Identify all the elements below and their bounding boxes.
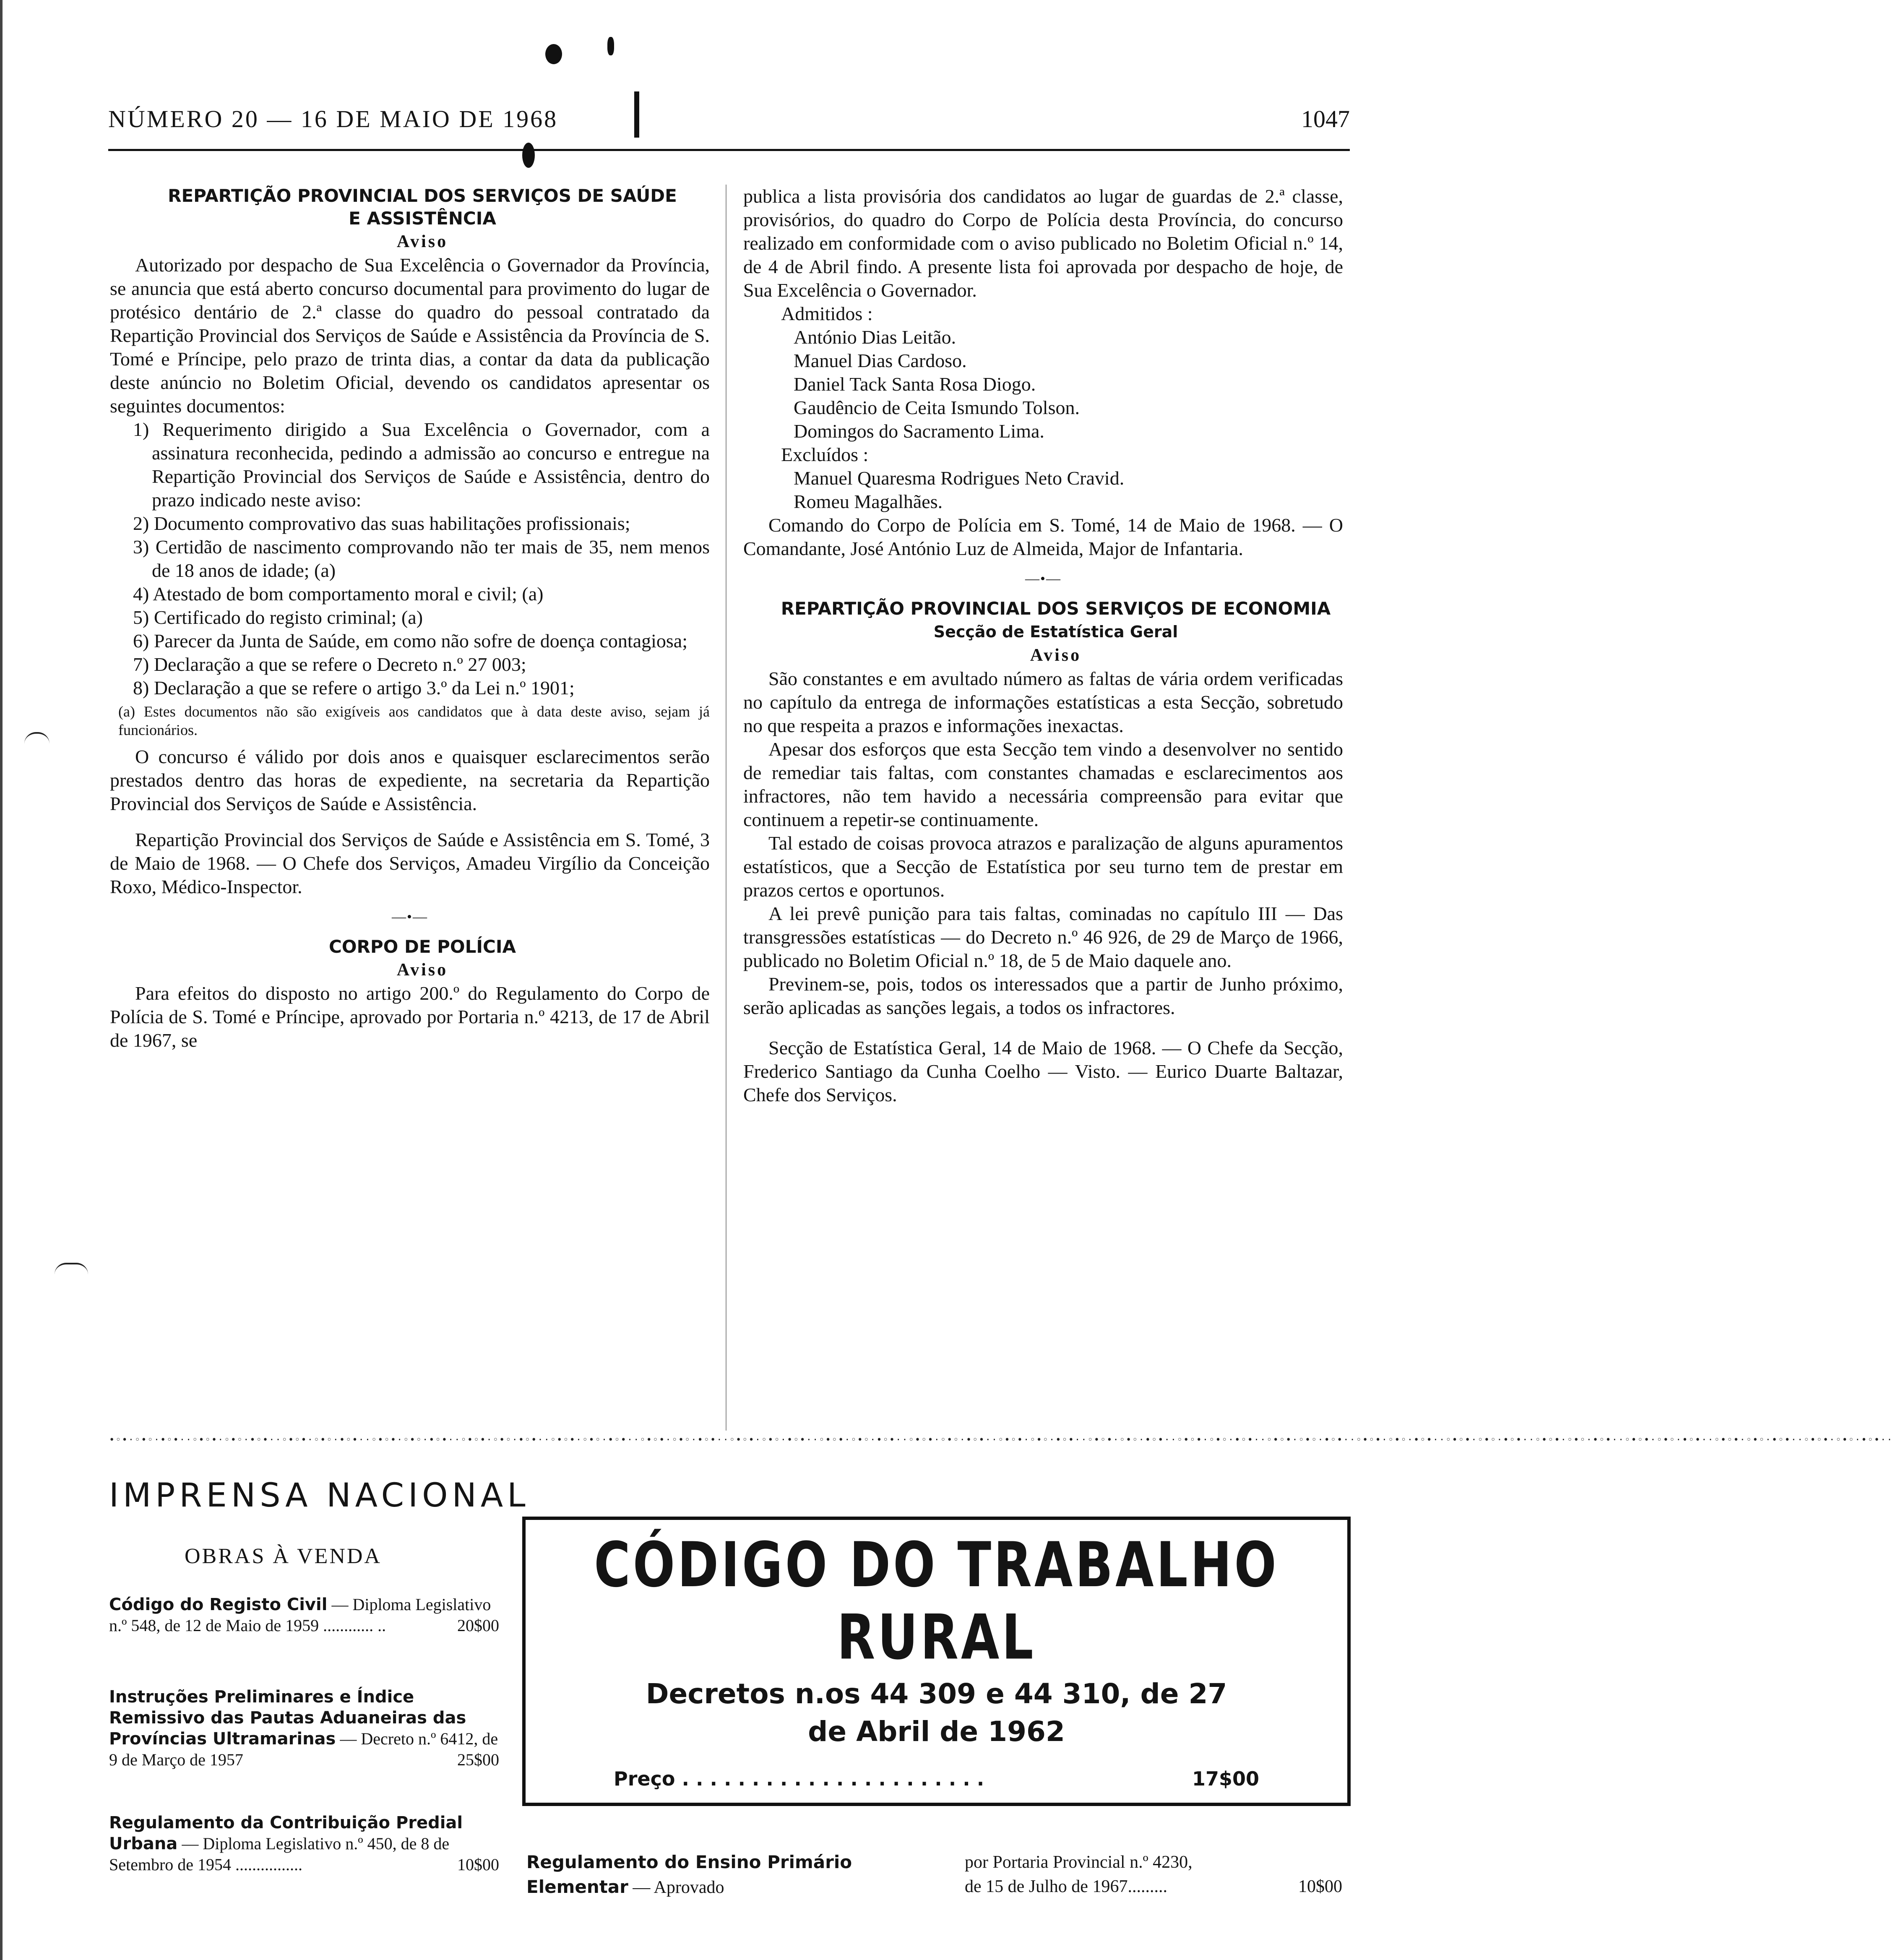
separator: —•— [392,909,428,925]
list-item: António Dias Leitão. [794,326,956,348]
aviso-heading: Aviso [396,232,448,251]
page-edge [0,0,3,1960]
book-description: — Diploma Legislativo n.º 450, de 8 de Setembro de 1954 ................ [109,1834,450,1874]
book-entry [109,1594,499,1636]
book-price: 20$00 [457,1616,499,1635]
ornamental-rule: •◦•·◦•◦·•◦•··◦•◦•·◦•◦·•◦•··◦•◦•·◦•◦·•◦•··◦•◦•·◦•◦·•◦•··◦•◦•·◦•◦·•◦•··◦•◦•·◦•◦·•◦•··◦•◦•·◦•◦·•◦•··◦•◦•·◦•◦·•◦•··◦•◦•·◦•◦·•◦•··◦•◦•·◦•◦·•◦•··◦•◦•·◦•◦·•◦•··◦•◦•·◦•◦·•◦•··◦•◦•·◦•◦·•◦•··◦•◦•·◦•◦·•◦•··◦•◦•·◦•◦·•◦•··◦•◦•·◦•◦·•◦•··◦•◦•·◦•◦·•◦•··◦•◦•·◦•◦·•◦•··◦•◦•·◦•◦·•◦•··◦•◦•·◦•◦·•◦•·· [109,1435,1893,1445]
saude-signature: Repartição Provincial dos Serviços de Saúde e Assistência em S. Tomé, 3 de Maio de 1968. — O Chefe dos Serviços, Amadeu Virgílio da Conceição Roxo, Médico-Inspector. [110,829,710,897]
codigo-trabalho-rural-ad [522,1517,1351,1806]
ad-price-label: Preço . . . . . . . . . . . . . . . . . . . . . . [614,1767,984,1790]
ensino-continuation-line: por Portaria Provincial n.º 4230, [965,1853,1193,1872]
ad-price-line [614,1767,1259,1790]
issue-header: NÚMERO 20 — 16 DE MAIO DE 1968 [108,105,558,133]
ink-blot [545,44,562,64]
ad-subtitle-line: de Abril de 1962 [808,1715,1065,1748]
imprensa-nacional-heading: IMPRENSA NACIONAL [109,1477,530,1514]
excluidos-label: Excluídos : [781,444,869,465]
saude-intro: Autorizado por despacho de Sua Excelência o Governador da Província, se anuncia que está aberto concurso documental para provimento do lugar de protésico dentário de 2.ª classe do quadro do pessoal contratado da Repartição Provincial dos Serviços de Saúde e Assistência da Província de S. Tomé e Príncipe, pelo prazo de trinta dias, a contar da data da publicação deste anúncio no Boletim Oficial, devendo os candidatos apresentar os seguintes documentos: [110,254,710,417]
obras-heading: OBRAS À VENDA [185,1544,382,1568]
list-item: Daniel Tack Santa Rosa Diogo. [794,373,1036,395]
ensino-price: 10$00 [1298,1877,1342,1896]
policia-title: CORPO DE POLÍCIA [329,936,516,957]
ad-title: CÓDIGO DO TRABALHO RURAL [594,1528,1279,1673]
ad-price: 17$00 [1192,1767,1259,1790]
book-description: — Decreto n.º 6412, de 9 de Março de 1957 [109,1729,498,1769]
right-column [743,185,1343,1107]
list-item: 7) Declaração a que se refere o Decreto n.º 27 003; [133,654,526,675]
left-column [110,185,710,1052]
list-item: 8) Declaração a que se refere o artigo 3.º da Lei n.º 1901; [133,677,575,699]
economia-title: REPARTIÇÃO PROVINCIAL DOS SERVIÇOS DE ECONOMIA [781,598,1331,619]
list-item: Manuel Quaresma Rodrigues Neto Cravid. [794,467,1125,489]
book-price: 25$00 [457,1750,499,1769]
economia-subtitle: Secção de Estatística Geral [933,623,1178,641]
document-list [110,418,710,700]
ensino-title: Regulamento do Ensino Primário Elementar [526,1852,852,1897]
page-number: 1047 [1301,105,1350,133]
policia-signature: Comando do Corpo de Polícia em S. Tomé, 14 de Maio de 1968. — O Comandante, José António Luz de Almeida, Major de Infantaria. [743,514,1343,559]
saude-title-2: E ASSISTÊNCIA [349,208,496,229]
ad-subtitle-line: Decretos n.os 44 309 e 44 310, de 27 [646,1678,1227,1710]
economia-paragraph: Previnem-se, pois, todos os interessados que a partir de Junho próximo, serão aplicadas as sanções legais, a todos os infractores. [743,973,1343,1018]
list-item: 1) Requerimento dirigido a Sua Excelência o Governador, com a assinatura reconhecida, pedindo a admissão ao concurso e entregue na Repartição Provincial dos Serviços de Saúde e Assistência, dentro do prazo indicado neste aviso: [133,419,710,511]
economia-paragraph: Apesar dos esforços que esta Secção tem vindo a desenvolver no sentido de remediar tais faltas, com constantes chamadas e esclarecimentos aos infractores, não tem havido a necessária compreensão para evitar que continuem a repetir-se continuamente. [743,738,1343,830]
ad-subtitle [526,1675,1347,1751]
list-item: Manuel Dias Cardoso. [794,350,967,371]
economia-paragraph: Tal estado de coisas provoca atrazos e paralização de alguns apuramentos estatísticos, que a Secção de Estatística por seu turno tem de prestar em prazos certos e oportunos. [743,832,1343,901]
ink-blot [634,91,639,138]
saude-title: REPARTIÇÃO PROVINCIAL DOS SERVIÇOS DE SAÚDE [168,185,677,206]
policia-continuation: publica a lista provisória dos candidatos ao lugar de guardas de 2.ª classe, provisórios, do quadro do Corpo de Polícia desta Província, do concurso realizado em conformidade com o aviso publicado no Boletim Oficial n.º 14, de 4 de Abril findo. A presente lista foi aprovada por despacho de hoje, de Sua Excelência o Governador. [743,185,1343,301]
book-title: Instruções Preliminares e Índice Remissivo das Pautas Aduaneiras das Províncias Ultramarinas [109,1687,466,1749]
economia-signature: Secção de Estatística Geral, 14 de Maio de 1968. — O Chefe da Secção, Frederico Santiago da Cunha Coelho — Visto. — Eurico Duarte Baltazar, Chefe dos Serviços. [743,1037,1343,1105]
list-item: Romeu Magalhães. [794,491,943,512]
list-item: Domingos do Sacramento Lima. [794,420,1044,442]
ensino-description: — Aprovado [628,1878,724,1897]
aviso-heading: Aviso [396,960,448,980]
list-item: 4) Atestado de bom comportamento moral e civil; (a) [133,583,544,605]
admitidos-list [743,326,1343,443]
ink-blot [522,143,535,168]
excluidos-list [743,467,1343,513]
policia-paragraph: Para efeitos do disposto no artigo 200.º do Regulamento do Corpo de Polícia de S. Tomé e Príncipe, aprovado por Portaria n.º 4213, de 17 de Abril de 1967, se [110,983,710,1051]
separator: —•— [1025,571,1061,586]
book-price: 10$00 [457,1855,499,1874]
list-item: 5) Certificado do registo criminal; (a) [133,607,423,628]
margin-mark [24,732,49,744]
book-entry [109,1686,499,1770]
economia-paragraph: A lei prevê punição para tais faltas, cominadas no capítulo III — Das transgressões estatísticas — do Decreto n.º 46 926, de 29 de Março de 1966, publicado no Boletim Oficial n.º 18, de 5 de Maio daquele ano. [743,903,1343,971]
ensino-ad-continuation [965,1850,1342,1899]
book-title: Código do Registo Civil [109,1595,328,1614]
saude-paragraph: O concurso é válido por dois anos e quaisquer esclarecimentos serão prestados dentro das horas de expediente, na secretaria da Repartição Provincial dos Serviços de Saúde e Assistência. [110,746,710,814]
list-item: 6) Parecer da Junta de Saúde, em como não sofre de doença contagiosa; [133,630,687,652]
admitidos-label: Admitidos : [781,303,873,324]
book-title: Regulamento da Contribuição Predial Urbana [109,1813,463,1853]
ensino-continuation-line: de 15 de Julho de 1967......... 10$00 [965,1874,1342,1899]
ensino-ad [526,1850,870,1900]
economia-paragraph: São constantes e em avultado número as faltas de vária ordem verificadas no capítulo da entrega de informações estatísticas a esta Secção, sobretudo no que respeita a prazos e informações inexactas. [743,668,1343,736]
list-item: 2) Documento comprovativo das suas habilitações profissionais; [133,513,630,534]
header-rule [108,149,1350,151]
margin-mark [55,1263,88,1275]
list-item: Gaudêncio de Ceita Ismundo Tolson. [794,397,1080,418]
ink-blot [607,37,614,55]
book-description: — Diploma Legislativo n.º 548, de 12 de Maio de 1959 ............ .. [109,1595,491,1635]
footnote: (a) Estes documentos não são exigíveis aos candidatos que à data deste aviso, sejam já funcionários. [118,703,710,738]
book-entry [109,1812,499,1875]
aviso-heading: Aviso [1030,646,1082,665]
list-item: 3) Certidão de nascimento comprovando não ter mais de 35, nem menos de 18 anos de idade; (a) [133,536,710,581]
